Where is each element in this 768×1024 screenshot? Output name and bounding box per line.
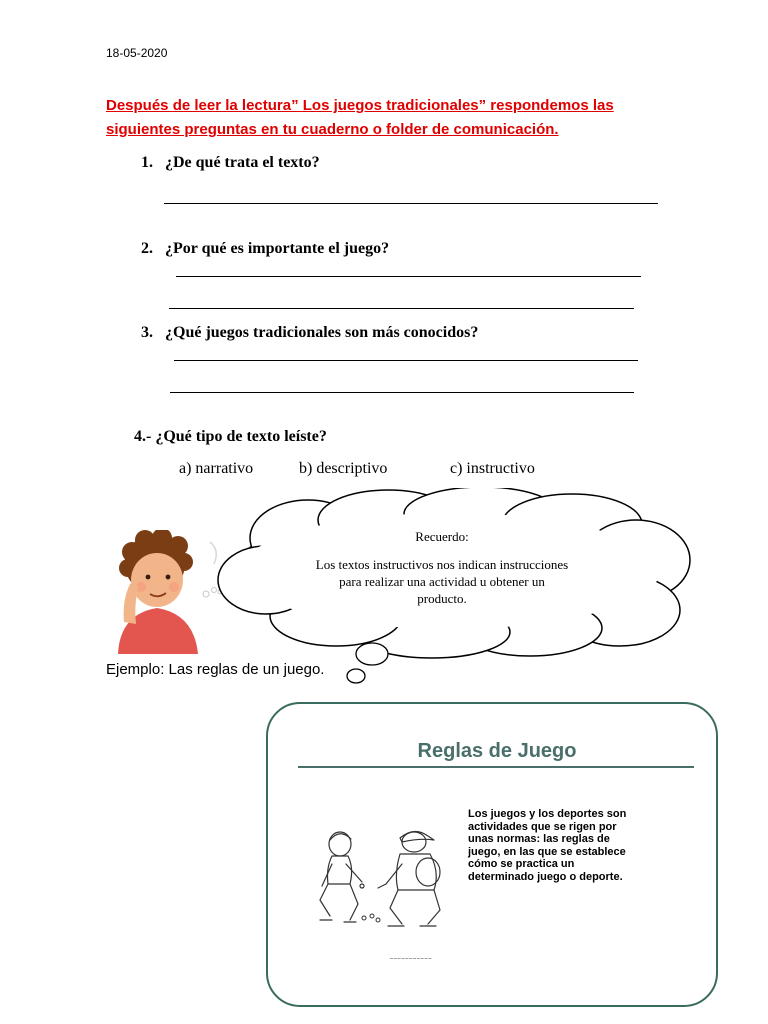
question-4-text: ¿Qué tipo de texto leíste? bbox=[155, 428, 327, 445]
question-3 bbox=[141, 324, 478, 342]
children-playing-illustration bbox=[302, 824, 462, 934]
rules-desc-line-1: Los juegos y los deportes son bbox=[468, 808, 627, 820]
rules-desc-line-3: unas normas: las reglas de bbox=[468, 833, 610, 845]
instructions-line-1: Después de leer la lectura” Los juegos tradicionales” respondemos las bbox=[106, 97, 614, 114]
question-3-number: 3. bbox=[141, 324, 153, 341]
answer-line-2a[interactable] bbox=[176, 276, 641, 277]
date-label: 18-05-2020 bbox=[106, 46, 168, 60]
instructions-text bbox=[106, 94, 666, 142]
thought-bubble-line-1: Los textos instructivos nos indican instrucciones bbox=[315, 557, 569, 572]
cloud-puff-2 bbox=[347, 669, 365, 683]
cloud-puff-1 bbox=[356, 643, 388, 665]
question-2-number: 2. bbox=[141, 240, 153, 257]
rules-card-description bbox=[468, 808, 673, 883]
option-b[interactable]: b) descriptivo bbox=[299, 460, 388, 477]
rules-desc-line-6: determinado juego o deporte. bbox=[468, 870, 623, 883]
question-3-text: ¿Qué juegos tradicionales son más conocidos? bbox=[165, 324, 479, 341]
question-1 bbox=[141, 154, 320, 172]
thought-bubble-title: Recuerdo: bbox=[415, 529, 469, 544]
question-1-text: ¿De qué trata el texto? bbox=[165, 154, 320, 171]
question-2 bbox=[141, 240, 389, 258]
option-a[interactable]: a) narrativo bbox=[179, 460, 254, 477]
answer-line-3a[interactable] bbox=[174, 360, 638, 361]
answer-options bbox=[0, 460, 768, 480]
answer-line-3b[interactable] bbox=[170, 392, 634, 393]
question-2-text: ¿Por qué es importante el juego? bbox=[165, 240, 390, 257]
instructions-line-2: siguientes preguntas en tu cuaderno o folder de comunicación. bbox=[106, 121, 559, 138]
rules-desc-line-4: juego, en las que se establece bbox=[468, 845, 626, 858]
rules-card-divider bbox=[298, 766, 694, 768]
option-c[interactable]: c) instructivo bbox=[450, 460, 535, 477]
thought-bubble-line-3: producto. bbox=[417, 591, 467, 606]
thought-bubble-line-2: para realizar una actividad u obtener un bbox=[339, 574, 545, 589]
illustration-credit-mark: ▬ ▬ ▬ ▬ ▬ ▬ ▬ ▬ ▬ ▬ ▬ bbox=[390, 956, 432, 960]
thought-bubble-text bbox=[262, 528, 622, 607]
question-4-number: 4.- bbox=[134, 428, 152, 445]
example-text: Ejemplo: Las reglas de un juego. bbox=[106, 661, 325, 678]
boy-face bbox=[131, 553, 183, 607]
answer-line-2b[interactable] bbox=[169, 308, 634, 309]
rules-desc-line-5: cómo se practica un bbox=[468, 858, 575, 870]
rules-card-title: Reglas de Juego bbox=[417, 740, 577, 762]
answer-line-1[interactable] bbox=[164, 203, 658, 204]
question-1-number: 1. bbox=[141, 154, 153, 171]
question-4 bbox=[134, 428, 327, 446]
rules-desc-line-2: actividades que se rigen por bbox=[468, 820, 617, 833]
rules-card bbox=[266, 702, 718, 1007]
